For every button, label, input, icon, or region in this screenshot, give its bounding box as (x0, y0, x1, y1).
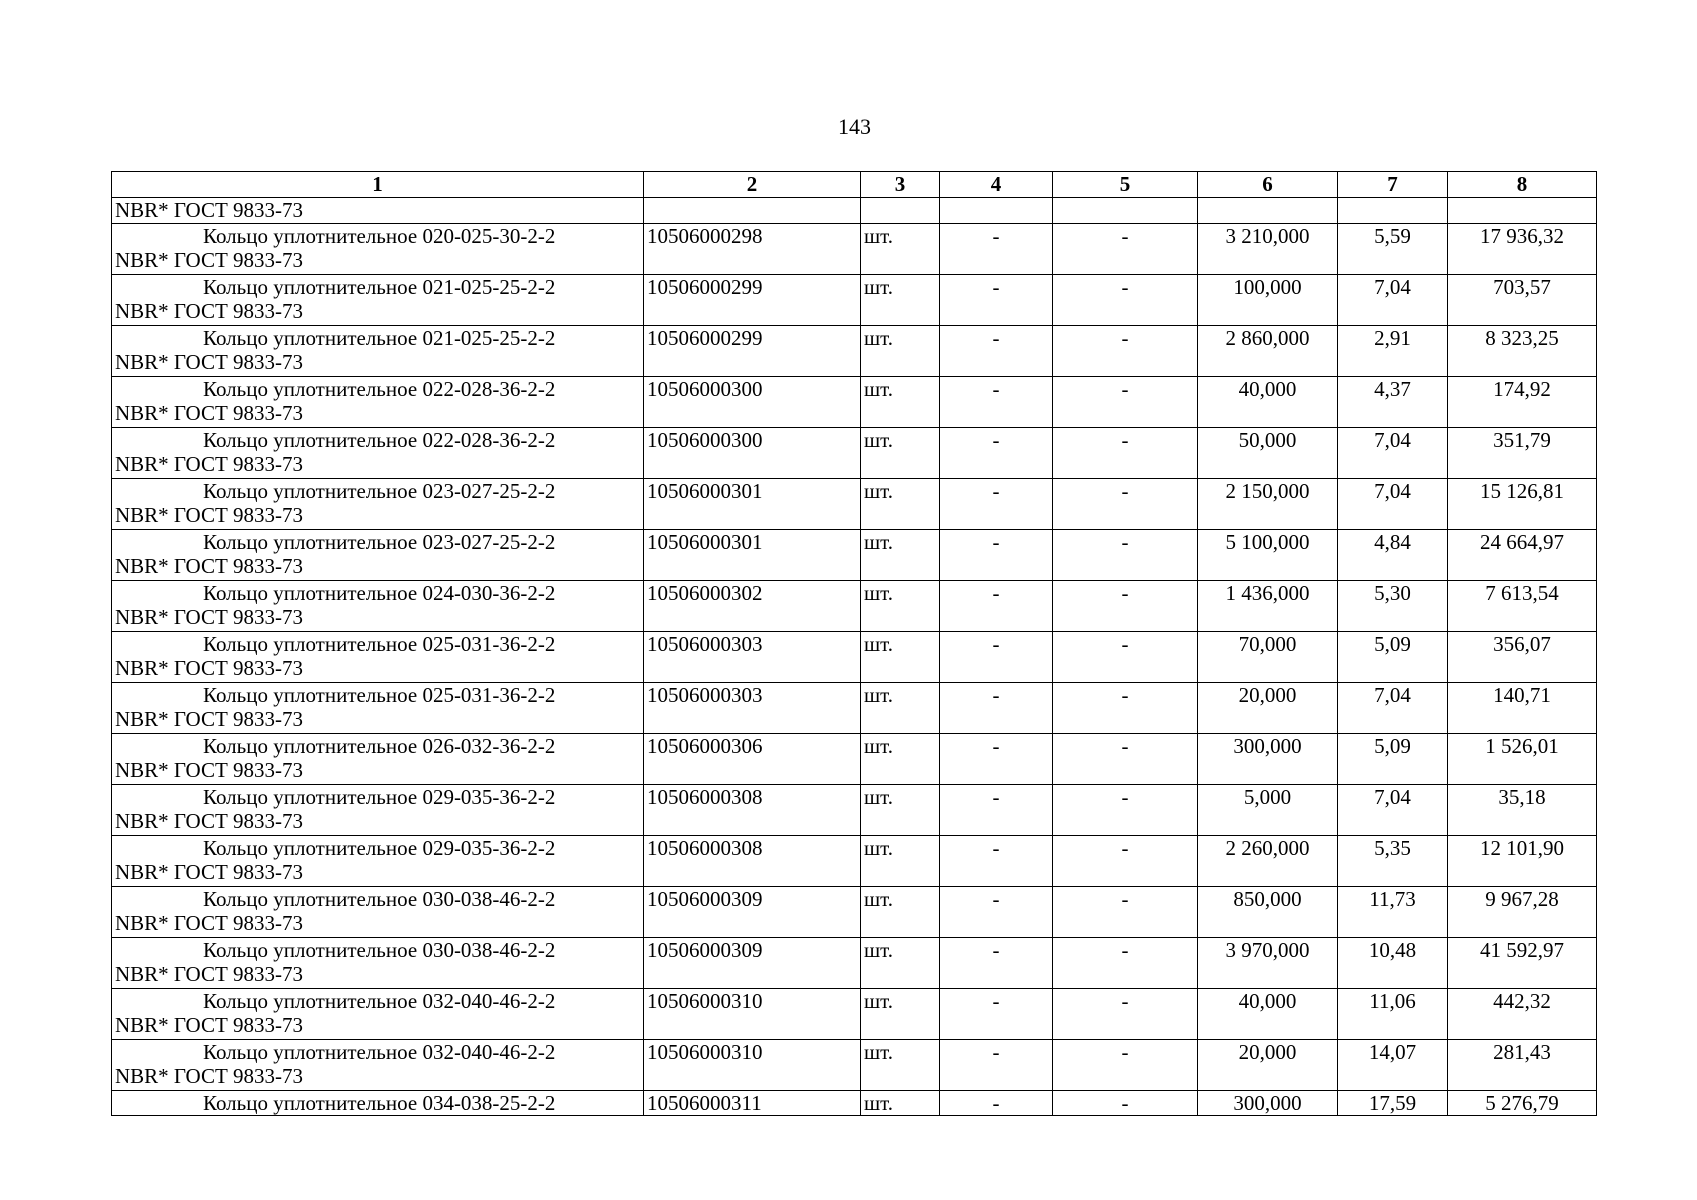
item-name: Кольцо уплотнительное 025-031-36-2-2 (203, 682, 556, 707)
quantity-cell: 20,000 (1198, 682, 1338, 733)
code-cell: 10506000301 (644, 478, 861, 529)
col4-cell: - (940, 835, 1053, 886)
item-name-cell: NBR* ГОСТ 9833-73 (112, 198, 644, 224)
table-row (112, 376, 1597, 427)
total-cell: 41 592,97 (1448, 937, 1597, 988)
price-cell: 17,59 (1338, 1090, 1448, 1116)
item-name-cell (112, 427, 644, 478)
unit-cell: шт. (861, 1039, 940, 1090)
total-cell: 174,92 (1448, 376, 1597, 427)
code-cell: 10506000298 (644, 223, 861, 274)
total-cell (1448, 198, 1597, 224)
col4-cell: - (940, 427, 1053, 478)
code-cell: 10506000308 (644, 835, 861, 886)
total-cell: 281,43 (1448, 1039, 1597, 1090)
total-cell: 356,07 (1448, 631, 1597, 682)
total-cell: 351,79 (1448, 427, 1597, 478)
col5-cell: - (1053, 988, 1198, 1039)
column-header: 4 (940, 172, 1053, 198)
price-cell: 7,04 (1338, 427, 1448, 478)
item-standard: NBR* ГОСТ 9833-73 (115, 962, 304, 986)
col4-cell: - (940, 1090, 1053, 1116)
table-row (112, 1090, 1597, 1116)
item-standard: NBR* ГОСТ 9833-73 (115, 1013, 304, 1037)
code-cell: 10506000306 (644, 733, 861, 784)
col5-cell: - (1053, 784, 1198, 835)
price-cell: 7,04 (1338, 274, 1448, 325)
unit-cell: шт. (861, 274, 940, 325)
item-name: Кольцо уплотнительное 022-028-36-2-2 (203, 376, 556, 401)
item-name: Кольцо уплотнительное 020-025-30-2-2 (203, 223, 556, 248)
item-name-cell (112, 835, 644, 886)
col4-cell: - (940, 1039, 1053, 1090)
col5-cell: - (1053, 631, 1198, 682)
quantity-cell: 2 150,000 (1198, 478, 1338, 529)
col5-cell: - (1053, 835, 1198, 886)
quantity-cell: 70,000 (1198, 631, 1338, 682)
quantity-cell: 850,000 (1198, 886, 1338, 937)
col4-cell: - (940, 529, 1053, 580)
price-cell: 5,09 (1338, 733, 1448, 784)
code-cell: 10506000301 (644, 529, 861, 580)
item-name-cell (112, 682, 644, 733)
price-cell: 10,48 (1338, 937, 1448, 988)
column-header: 1 (112, 172, 644, 198)
total-cell: 703,57 (1448, 274, 1597, 325)
unit-cell: шт. (861, 580, 940, 631)
item-name-cell (112, 580, 644, 631)
table-row (112, 198, 1597, 224)
unit-cell: шт. (861, 1090, 940, 1116)
item-standard: NBR* ГОСТ 9833-73 (115, 707, 304, 731)
price-cell: 7,04 (1338, 682, 1448, 733)
column-header: 6 (1198, 172, 1338, 198)
code-cell: 10506000311 (644, 1090, 861, 1116)
col4-cell: - (940, 631, 1053, 682)
code-cell: 10506000309 (644, 886, 861, 937)
item-name-cell (112, 937, 644, 988)
quantity-cell: 40,000 (1198, 376, 1338, 427)
table-row (112, 1039, 1597, 1090)
table-row (112, 427, 1597, 478)
item-standard: NBR* ГОСТ 9833-73 (115, 656, 304, 680)
table-row (112, 223, 1597, 274)
col4-cell: - (940, 478, 1053, 529)
col5-cell (1053, 198, 1198, 224)
code-cell: 10506000300 (644, 376, 861, 427)
column-header: 8 (1448, 172, 1597, 198)
item-name: Кольцо уплотнительное 032-040-46-2-2 (203, 1039, 556, 1064)
price-cell: 5,09 (1338, 631, 1448, 682)
table-row (112, 580, 1597, 631)
item-name: Кольцо уплотнительное 021-025-25-2-2 (203, 325, 556, 350)
col5-cell: - (1053, 937, 1198, 988)
item-name-cell (112, 1039, 644, 1090)
col5-cell: - (1053, 274, 1198, 325)
table-row (112, 784, 1597, 835)
item-standard: NBR* ГОСТ 9833-73 (115, 350, 304, 374)
col4-cell: - (940, 580, 1053, 631)
col4-cell: - (940, 733, 1053, 784)
code-cell: 10506000303 (644, 631, 861, 682)
item-name-cell (112, 733, 644, 784)
table-row (112, 274, 1597, 325)
code-cell: 10506000303 (644, 682, 861, 733)
col5-cell: - (1053, 223, 1198, 274)
table-row (112, 478, 1597, 529)
page-number: 143 (838, 114, 871, 139)
price-cell: 11,73 (1338, 886, 1448, 937)
item-name-cell (112, 631, 644, 682)
col4-cell: - (940, 988, 1053, 1039)
unit-cell: шт. (861, 835, 940, 886)
quantity-cell: 300,000 (1198, 1090, 1338, 1116)
materials-table (111, 171, 1597, 1116)
price-cell: 4,37 (1338, 376, 1448, 427)
total-cell: 12 101,90 (1448, 835, 1597, 886)
total-cell: 24 664,97 (1448, 529, 1597, 580)
table-row (112, 835, 1597, 886)
unit-cell: шт. (861, 325, 940, 376)
unit-cell: шт. (861, 376, 940, 427)
col5-cell: - (1053, 376, 1198, 427)
price-cell: 7,04 (1338, 478, 1448, 529)
item-name: Кольцо уплотнительное 025-031-36-2-2 (203, 631, 556, 656)
total-cell: 35,18 (1448, 784, 1597, 835)
price-cell: 5,35 (1338, 835, 1448, 886)
col5-cell: - (1053, 886, 1198, 937)
quantity-cell: 300,000 (1198, 733, 1338, 784)
col4-cell: - (940, 682, 1053, 733)
item-name: Кольцо уплотнительное 026-032-36-2-2 (203, 733, 556, 758)
code-cell: 10506000310 (644, 988, 861, 1039)
col5-cell: - (1053, 1090, 1198, 1116)
quantity-cell: 100,000 (1198, 274, 1338, 325)
code-cell: 10506000299 (644, 274, 861, 325)
code-cell: 10506000310 (644, 1039, 861, 1090)
col4-cell: - (940, 325, 1053, 376)
col5-cell: - (1053, 427, 1198, 478)
price-cell: 11,06 (1338, 988, 1448, 1039)
table-row (112, 682, 1597, 733)
item-name: Кольцо уплотнительное 023-027-25-2-2 (203, 529, 556, 554)
price-cell: 5,59 (1338, 223, 1448, 274)
item-name-cell (112, 223, 644, 274)
unit-cell: шт. (861, 478, 940, 529)
item-name: Кольцо уплотнительное 034-038-25-2-2 (203, 1090, 556, 1115)
code-cell: 10506000299 (644, 325, 861, 376)
quantity-cell: 40,000 (1198, 988, 1338, 1039)
quantity-cell: 2 260,000 (1198, 835, 1338, 886)
col5-cell: - (1053, 580, 1198, 631)
column-header: 3 (861, 172, 940, 198)
item-standard: NBR* ГОСТ 9833-73 (115, 860, 304, 884)
unit-cell: шт. (861, 529, 940, 580)
total-cell: 5 276,79 (1448, 1090, 1597, 1116)
unit-cell: шт. (861, 937, 940, 988)
item-standard: NBR* ГОСТ 9833-73 (115, 248, 304, 272)
code-cell: 10506000302 (644, 580, 861, 631)
unit-cell: шт. (861, 223, 940, 274)
col4-cell: - (940, 223, 1053, 274)
col4-cell (940, 198, 1053, 224)
quantity-cell: 3 970,000 (1198, 937, 1338, 988)
quantity-cell: 2 860,000 (1198, 325, 1338, 376)
total-cell: 9 967,28 (1448, 886, 1597, 937)
item-standard: NBR* ГОСТ 9833-73 (115, 452, 304, 476)
total-cell: 8 323,25 (1448, 325, 1597, 376)
price-cell: 2,91 (1338, 325, 1448, 376)
quantity-cell: 50,000 (1198, 427, 1338, 478)
total-cell: 1 526,01 (1448, 733, 1597, 784)
column-header: 5 (1053, 172, 1198, 198)
item-name-cell (112, 1090, 644, 1116)
item-name: Кольцо уплотнительное 023-027-25-2-2 (203, 478, 556, 503)
quantity-cell: 5 100,000 (1198, 529, 1338, 580)
item-name-cell (112, 325, 644, 376)
table-row (112, 631, 1597, 682)
item-name-cell (112, 376, 644, 427)
item-name: Кольцо уплотнительное 021-025-25-2-2 (203, 274, 556, 299)
code-cell: 10506000300 (644, 427, 861, 478)
total-cell: 442,32 (1448, 988, 1597, 1039)
col5-cell: - (1053, 529, 1198, 580)
total-cell: 7 613,54 (1448, 580, 1597, 631)
item-name: Кольцо уплотнительное 032-040-46-2-2 (203, 988, 556, 1013)
item-name: Кольцо уплотнительное 029-035-36-2-2 (203, 784, 556, 809)
price-cell (1338, 198, 1448, 224)
unit-cell: шт. (861, 784, 940, 835)
price-cell: 7,04 (1338, 784, 1448, 835)
column-header: 7 (1338, 172, 1448, 198)
col5-cell: - (1053, 682, 1198, 733)
col5-cell: - (1053, 325, 1198, 376)
item-name-cell (112, 274, 644, 325)
item-name-cell (112, 988, 644, 1039)
quantity-cell: 1 436,000 (1198, 580, 1338, 631)
col5-cell: - (1053, 1039, 1198, 1090)
unit-cell: шт. (861, 427, 940, 478)
item-name: Кольцо уплотнительное 024-030-36-2-2 (203, 580, 556, 605)
item-name: Кольцо уплотнительное 022-028-36-2-2 (203, 427, 556, 452)
col4-cell: - (940, 274, 1053, 325)
item-name: Кольцо уплотнительное 029-035-36-2-2 (203, 835, 556, 860)
table-row (112, 325, 1597, 376)
quantity-cell: 3 210,000 (1198, 223, 1338, 274)
quantity-cell: 5,000 (1198, 784, 1338, 835)
header-row (112, 172, 1597, 198)
column-header: 2 (644, 172, 861, 198)
total-cell: 17 936,32 (1448, 223, 1597, 274)
col5-cell: - (1053, 478, 1198, 529)
unit-cell: шт. (861, 886, 940, 937)
total-cell: 140,71 (1448, 682, 1597, 733)
item-name-cell (112, 529, 644, 580)
col4-cell: - (940, 784, 1053, 835)
code-cell: 10506000309 (644, 937, 861, 988)
unit-cell: шт. (861, 682, 940, 733)
item-name: Кольцо уплотнительное 030-038-46-2-2 (203, 886, 556, 911)
item-name-cell (112, 478, 644, 529)
table-row (112, 988, 1597, 1039)
item-standard: NBR* ГОСТ 9833-73 (115, 299, 304, 323)
quantity-cell (1198, 198, 1338, 224)
price-cell: 14,07 (1338, 1039, 1448, 1090)
col4-cell: - (940, 886, 1053, 937)
item-name-cell (112, 784, 644, 835)
col4-cell: - (940, 376, 1053, 427)
unit-cell: шт. (861, 733, 940, 784)
item-standard: NBR* ГОСТ 9833-73 (115, 401, 304, 425)
price-cell: 5,30 (1338, 580, 1448, 631)
price-cell: 4,84 (1338, 529, 1448, 580)
code-cell: 10506000308 (644, 784, 861, 835)
item-standard: NBR* ГОСТ 9833-73 (115, 809, 304, 833)
item-standard: NBR* ГОСТ 9833-73 (115, 605, 304, 629)
item-standard: NBR* ГОСТ 9833-73 (115, 911, 304, 935)
code-cell (644, 198, 861, 224)
item-standard: NBR* ГОСТ 9833-73 (115, 1064, 304, 1088)
item-standard: NBR* ГОСТ 9833-73 (115, 758, 304, 782)
table-row (112, 937, 1597, 988)
item-name: Кольцо уплотнительное 030-038-46-2-2 (203, 937, 556, 962)
quantity-cell: 20,000 (1198, 1039, 1338, 1090)
item-standard: NBR* ГОСТ 9833-73 (115, 503, 304, 527)
unit-cell: шт. (861, 631, 940, 682)
total-cell: 15 126,81 (1448, 478, 1597, 529)
unit-cell: шт. (861, 988, 940, 1039)
unit-cell (861, 198, 940, 224)
col4-cell: - (940, 937, 1053, 988)
col5-cell: - (1053, 733, 1198, 784)
item-standard: NBR* ГОСТ 9833-73 (115, 554, 304, 578)
item-name-cell (112, 886, 644, 937)
table-row (112, 886, 1597, 937)
table-row (112, 733, 1597, 784)
table-row (112, 529, 1597, 580)
